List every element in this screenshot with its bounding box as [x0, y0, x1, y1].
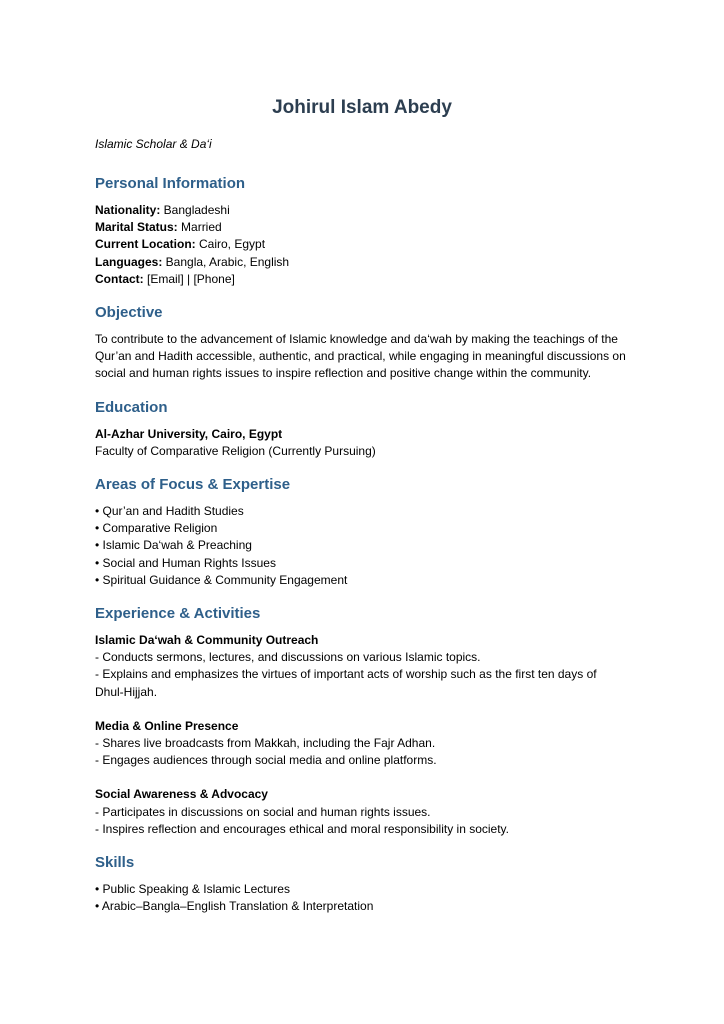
- contact-line: [95, 271, 635, 288]
- experience-heading: Experience & Activities: [95, 605, 261, 623]
- languages-label: Languages:: [95, 254, 163, 269]
- list-item: - Explains and emphasizes the virtues of important acts of worship such as the first ten days of Dhul-Hijjah.: [95, 667, 597, 699]
- experience-section: [95, 605, 635, 838]
- personal-info-heading: Personal Information: [95, 175, 246, 192]
- list-item: • Spiritual Guidance & Community Engagement: [95, 572, 348, 587]
- list-item: • Islamic Da‘wah & Preaching: [95, 538, 252, 553]
- skills-heading: Skills: [95, 854, 135, 872]
- experience-group-title: Media & Online Presence: [95, 718, 239, 733]
- nationality-label: Nationality:: [95, 203, 161, 217]
- list-item: • Public Speaking & Islamic Lectures: [95, 882, 290, 897]
- languages-line: [95, 254, 635, 271]
- list-item: - Engages audiences through social media and online platforms.: [95, 753, 437, 768]
- contact-value: [Email] | [Phone]: [143, 271, 235, 286]
- experience-group-title: Social Awareness & Advocacy: [95, 787, 268, 802]
- resume-page: [95, 96, 635, 915]
- location-line: [95, 236, 635, 253]
- list-item: - Shares live broadcasts from Makkah, including the Fajr Adhan.: [95, 736, 436, 751]
- resume-name: Johirul Islam Abedy: [272, 97, 452, 118]
- objective-heading: Objective: [95, 304, 163, 322]
- list-item: - Conducts sermons, lectures, and discussions on various Islamic topics.: [95, 650, 481, 665]
- experience-group-title: Islamic Da‘wah & Community Outreach: [95, 633, 319, 648]
- list-item: • Social and Human Rights Issues: [95, 555, 276, 570]
- list-item: • Qur’an and Hadith Studies: [95, 504, 244, 519]
- education-faculty: Faculty of Comparative Religion (Currently Pursuing): [95, 443, 376, 458]
- languages-value: Bangla, Arabic, English: [162, 254, 290, 269]
- nationality-value: Bangladeshi: [160, 203, 230, 217]
- education-section: [95, 399, 635, 460]
- resume-subtitle: Islamic Scholar & Da‘i: [95, 137, 212, 151]
- list-item: - Participates in discussions on social and human rights issues.: [95, 804, 431, 819]
- list-item: • Arabic–Bangla–English Translation & Interpretation: [95, 899, 374, 914]
- focus-section: [95, 476, 635, 589]
- list-item: • Comparative Religion: [95, 521, 218, 536]
- list-item: - Inspires reflection and encourages ethical and moral responsibility in society.: [95, 821, 509, 836]
- marital-status-line: [95, 219, 635, 236]
- location-label: Current Location:: [95, 237, 196, 252]
- focus-heading: Areas of Focus & Expertise: [95, 476, 291, 494]
- experience-group-media: [95, 718, 635, 770]
- experience-group-dawah: [95, 632, 635, 701]
- marital-status-label: Marital Status:: [95, 220, 178, 235]
- marital-status-value: Married: [177, 220, 222, 235]
- location-value: Cairo, Egypt: [195, 237, 266, 252]
- nationality-line: [95, 202, 635, 219]
- contact-label: Contact:: [95, 271, 144, 286]
- personal-info-section: [95, 175, 635, 288]
- objective-text: To contribute to the advancement of Islamic knowledge and da‘wah by making the teachings of the Qur’an and Hadith accessible, authentic, and practical, while engaging in meaningful discussions on social and human rights issues to inspire reflection and positive change within the community.: [95, 332, 626, 381]
- education-heading: Education: [95, 398, 168, 416]
- objective-section: [95, 304, 635, 383]
- experience-group-advocacy: [95, 786, 635, 838]
- skills-section: [95, 854, 635, 915]
- education-institution: Al-Azhar University, Cairo, Egypt: [95, 426, 283, 441]
